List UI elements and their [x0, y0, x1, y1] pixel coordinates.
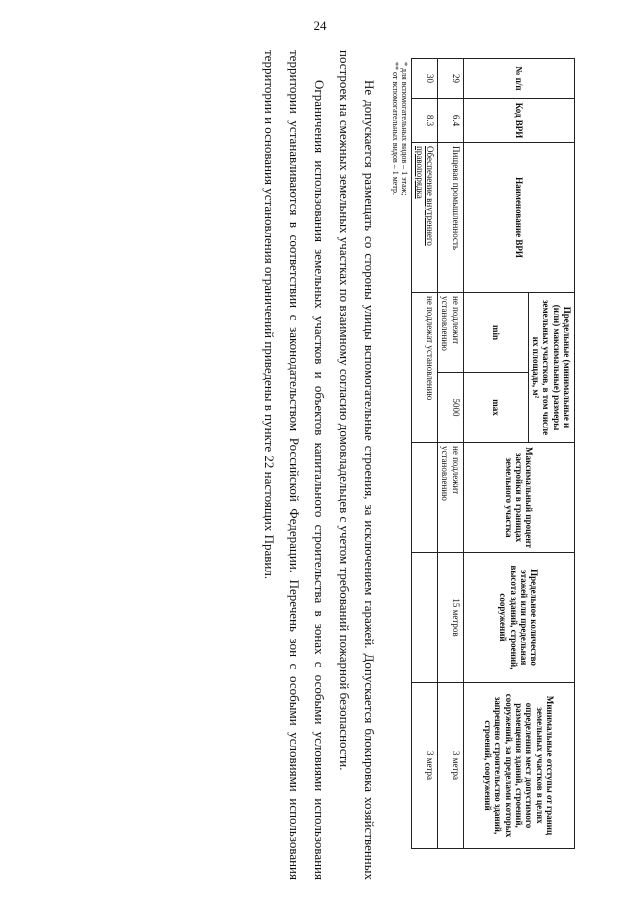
rotated-content — [65, 50, 575, 880]
cell-max-percent — [412, 443, 438, 553]
header-max-percent: Максимальный процент застройки в границах земельного участка — [463, 443, 574, 553]
cell-num: 29 — [437, 59, 463, 99]
cell-setbacks: 3 метра — [437, 683, 463, 849]
header-name: Наименование ВРИ — [463, 143, 574, 293]
header-max: max — [463, 373, 528, 443]
table-footnotes — [390, 62, 409, 880]
cell-code: 8.3 — [412, 99, 438, 143]
header-size-group: Предельные (минимальные и (или) максимальные) размеры земельных участков, в том числе их площадь, м² — [528, 293, 574, 443]
cell-min-max: не подлежат установлению — [412, 293, 438, 443]
cell-max-percent: не подлежит установлению — [437, 443, 463, 553]
body-text — [257, 50, 382, 880]
paragraph: Не допускается размещать со стороны улицы вспомогательные строения, за исключением гаражей. Допускается блокировка хозяйственных построек на смежных земельных участках по взаимному согласию домовладельцев с учетом требований пожарной безопасности. — [337, 50, 378, 880]
cell-floors: 15 метров — [437, 553, 463, 683]
footnote: * для вспомогательных видов – 1 этаж; — [400, 62, 410, 196]
header-setbacks: Минимальные отступы от границ земельных участков в целях определения мест допустимого размещения зданий, строений, сооружений, за пределами которых запрещено строительство зданий, строений, сооружений — [463, 683, 574, 849]
table-header-row — [528, 59, 574, 849]
header-code: Код ВРИ — [463, 99, 574, 143]
cell-name: Пищевая промышленность — [437, 143, 463, 293]
paragraph: Ограничения использования земельных участков и объектов капитального строительства в зонах с особыми условиями использования территории устанавливаются в соответствии с законодательством Российской Федерации. Перечень зон с особыми условиями использования территории и основания установления ограничений приведены в пункте 22 настоящих Правил. — [262, 50, 328, 880]
cell-max: 5000 — [437, 373, 463, 443]
cell-name: Обеспечение внутреннего правопорядка — [412, 143, 438, 293]
page-number: 24 — [313, 18, 327, 33]
table-row — [437, 59, 463, 849]
regulations-table — [411, 58, 575, 849]
cell-min: не подлежит установлению — [437, 293, 463, 373]
cell-setbacks: 3 метра — [412, 683, 438, 849]
footnote: ** от вспомогательных видов – 1 метр. — [390, 62, 400, 195]
cell-floors — [412, 553, 438, 683]
table-row — [412, 59, 438, 849]
cell-code: 6.4 — [437, 99, 463, 143]
header-num: № п/п — [463, 59, 574, 99]
header-floors: Предельное количество этажей или предельная высота зданий, строений, сооружений — [463, 553, 574, 683]
header-min: min — [463, 293, 528, 373]
cell-num: 30 — [412, 59, 438, 99]
